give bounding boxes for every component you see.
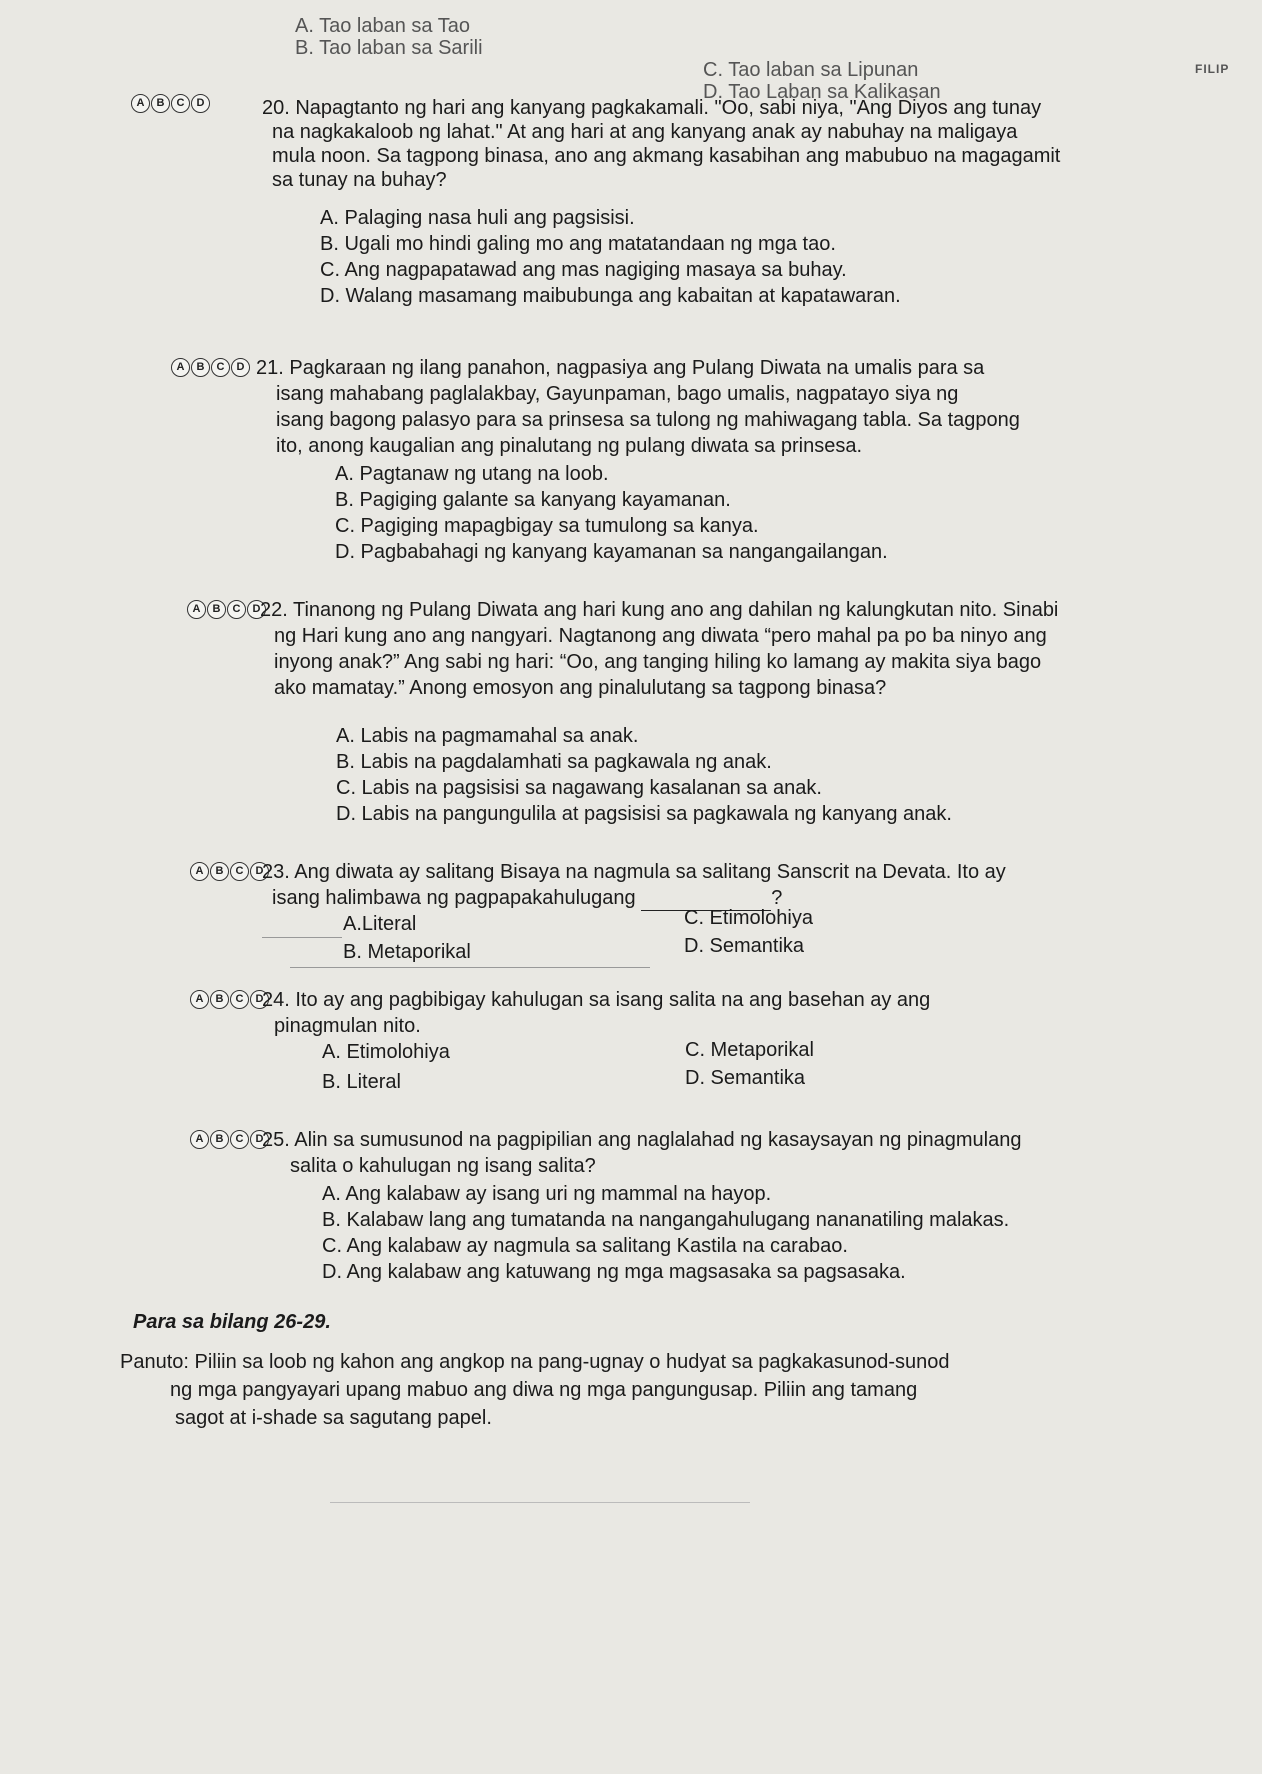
q23-choice-b: B. Metaporikal <box>343 941 471 963</box>
q21-choice-c: C. Pagiging mapagbigay sa tumulong sa kanya. <box>335 515 759 537</box>
bubble-a[interactable]: A <box>171 358 190 377</box>
q21-line-3: isang bagong palasyo para sa prinsesa sa tulong ng mahiwagang tabla. Sa tagpong <box>276 409 1020 431</box>
q22-line-2: ng Hari kung ano ang nangyari. Nagtanong ang diwata “pero mahal pa po ba ninyo ang <box>274 625 1047 647</box>
prev-choice-d: D. Tao Laban sa Kalikasan <box>703 81 941 103</box>
section-title: Para sa bilang 26-29. <box>133 1311 331 1333</box>
answer-bubbles-q21[interactable] <box>171 358 250 377</box>
q20-choice-b: B. Ugali mo hindi galing mo ang matatandaan ng mga tao. <box>320 233 836 255</box>
bubble-d[interactable]: D <box>250 862 269 881</box>
margin-rule <box>290 967 650 968</box>
instructions-line-2: ng mga pangyayari upang mabuo ang diwa ng mga pangungusap. Piliin ang tamang <box>170 1379 918 1401</box>
bubble-c[interactable]: C <box>230 990 249 1009</box>
q21-choice-b: B. Pagiging galante sa kanyang kayamanan. <box>335 489 731 511</box>
bubble-a[interactable]: A <box>190 862 209 881</box>
q21-line-1: 21. Pagkaraan ng ilang panahon, nagpasiya ang Pulang Diwata na umalis para sa <box>256 357 985 379</box>
q20-choice-c: C. Ang nagpapatawad ang mas nagiging masaya sa buhay. <box>320 259 847 281</box>
q24-line-1: 24. Ito ay ang pagbibigay kahulugan sa isang salita na ang basehan ay ang <box>262 989 931 1011</box>
margin-rule <box>262 937 342 938</box>
q22-line-3: inyong anak?” Ang sabi ng hari: “Oo, ang tanging hiling ko lamang ay makita siya bago <box>274 651 1042 673</box>
q22-choice-c: C. Labis na pagsisisi sa nagawang kasalanan sa anak. <box>336 777 822 799</box>
bubble-d[interactable]: D <box>250 990 269 1009</box>
q22-line-1: 22. Tinanong ng Pulang Diwata ang hari kung ano ang dahilan ng kalungkutan nito. Sinabi <box>260 599 1059 621</box>
answer-bubbles-q24[interactable] <box>190 990 269 1009</box>
q25-line-2: salita o kahulugan ng isang salita? <box>290 1155 596 1177</box>
q20-line-2: na nagkakaloob ng lahat." At ang hari at ang kanyang anak ay nabuhay na maligaya <box>272 121 1018 143</box>
bubble-d[interactable]: D <box>250 1130 269 1149</box>
q21-choice-d: D. Pagbabahagi ng kanyang kayamanan sa nangangailangan. <box>335 541 888 563</box>
q23-choice-d: D. Semantika <box>684 935 805 957</box>
bubble-d[interactable]: D <box>191 94 210 113</box>
q23-line-1: 23. Ang diwata ay salitang Bisaya na nagmula sa salitang Sanscrit na Devata. Ito ay <box>262 861 1006 883</box>
q23-question-mark: ? <box>771 887 783 909</box>
q24-choice-a: A. Etimolohiya <box>322 1041 450 1063</box>
q21-line-4: ito, anong kaugalian ang pinalutang ng pulang diwata sa prinsesa. <box>276 435 862 457</box>
q23-choice-a: A.Literal <box>343 913 417 935</box>
q20-line-1: 20. Napagtanto ng hari ang kanyang pagkakamali. "Oo, sabi niya, "Ang Diyos ang tunay <box>262 97 1042 119</box>
bubble-d[interactable]: D <box>231 358 250 377</box>
q22-choice-b: B. Labis na pagdalamhati sa pagkawala ng anak. <box>336 751 772 773</box>
bubble-b[interactable]: B <box>210 862 229 881</box>
q20-choice-d: D. Walang masamang maibubunga ang kabaitan at kapatawaran. <box>320 285 901 307</box>
bubble-b[interactable]: B <box>207 600 226 619</box>
q22-choice-d: D. Labis na pangungulila at pagsisisi sa pagkawala ng kanyang anak. <box>336 803 952 825</box>
q25-line-1: 25. Alin sa sumusunod na pagpipilian ang naglalahad ng kasaysayan ng pinagmulang <box>262 1129 1022 1151</box>
bubble-d[interactable]: D <box>247 600 266 619</box>
bubble-c[interactable]: C <box>211 358 230 377</box>
q20-line-4: sa tunay na buhay? <box>272 169 447 191</box>
instructions-line-3: sagot at i-shade sa sagutang papel. <box>175 1407 492 1429</box>
q22-line-4: ako mamatay.” Anong emosyon ang pinalulutang sa tagpong binasa? <box>274 677 887 699</box>
q24-choice-b: B. Literal <box>322 1071 401 1093</box>
q20-choice-a: A. Palaging nasa huli ang pagsisisi. <box>320 207 635 229</box>
box-edge <box>330 1502 750 1503</box>
q24-choice-c: C. Metaporikal <box>685 1039 814 1061</box>
bubble-c[interactable]: C <box>171 94 190 113</box>
prev-choice-b: B. Tao laban sa Sarili <box>295 37 483 59</box>
bubble-b[interactable]: B <box>210 990 229 1009</box>
q25-choice-b: B. Kalabaw lang ang tumatanda na nangangahulugang nananatiling malakas. <box>322 1209 1010 1231</box>
q24-line-2: pinagmulan nito. <box>274 1015 421 1037</box>
prev-choice-a: A. Tao laban sa Tao <box>295 15 470 37</box>
q25-choice-d: D. Ang kalabaw ang katuwang ng mga magsasaka sa pagsasaka. <box>322 1261 906 1283</box>
bubble-a[interactable]: A <box>190 990 209 1009</box>
q25-choice-a: A. Ang kalabaw ay isang uri ng mammal na hayop. <box>322 1183 772 1205</box>
bubble-c[interactable]: C <box>227 600 246 619</box>
q23-line-2-text: isang halimbawa ng pagpapakahulugang <box>272 887 636 909</box>
q21-choice-a: A. Pagtanaw ng utang na loob. <box>335 463 609 485</box>
subject-corner-label: FILIP <box>1195 62 1230 76</box>
q25-choice-c: C. Ang kalabaw ay nagmula sa salitang Kastila na carabao. <box>322 1235 848 1257</box>
answer-bubbles-q20[interactable] <box>131 94 210 113</box>
q22-choice-a: A. Labis na pagmamahal sa anak. <box>336 725 639 747</box>
bubble-c[interactable]: C <box>230 1130 249 1149</box>
q21-line-2: isang mahabang paglalakbay, Gayunpaman, bago umalis, nagpatayo siya ng <box>276 383 959 405</box>
answer-bubbles-q25[interactable] <box>190 1130 269 1149</box>
bubble-c[interactable]: C <box>230 862 249 881</box>
answer-bubbles-q23[interactable] <box>190 862 269 881</box>
bubble-b[interactable]: B <box>191 358 210 377</box>
answer-bubbles-q22[interactable] <box>187 600 266 619</box>
prev-choice-c: C. Tao laban sa Lipunan <box>703 59 919 81</box>
bubble-a[interactable]: A <box>187 600 206 619</box>
q23-choice-c: C. Etimolohiya <box>684 907 813 929</box>
bubble-a[interactable]: A <box>190 1130 209 1149</box>
bubble-b[interactable]: B <box>151 94 170 113</box>
bubble-a[interactable]: A <box>131 94 150 113</box>
bubble-b[interactable]: B <box>210 1130 229 1149</box>
instructions-line-1: Panuto: Piliin sa loob ng kahon ang angkop na pang-ugnay o hudyat sa pagkakasunod-sunod <box>120 1351 950 1373</box>
q20-line-3: mula noon. Sa tagpong binasa, ano ang akmang kasabihan ang mabubuo na magagamit <box>272 145 1061 167</box>
q24-choice-d: D. Semantika <box>685 1067 806 1089</box>
